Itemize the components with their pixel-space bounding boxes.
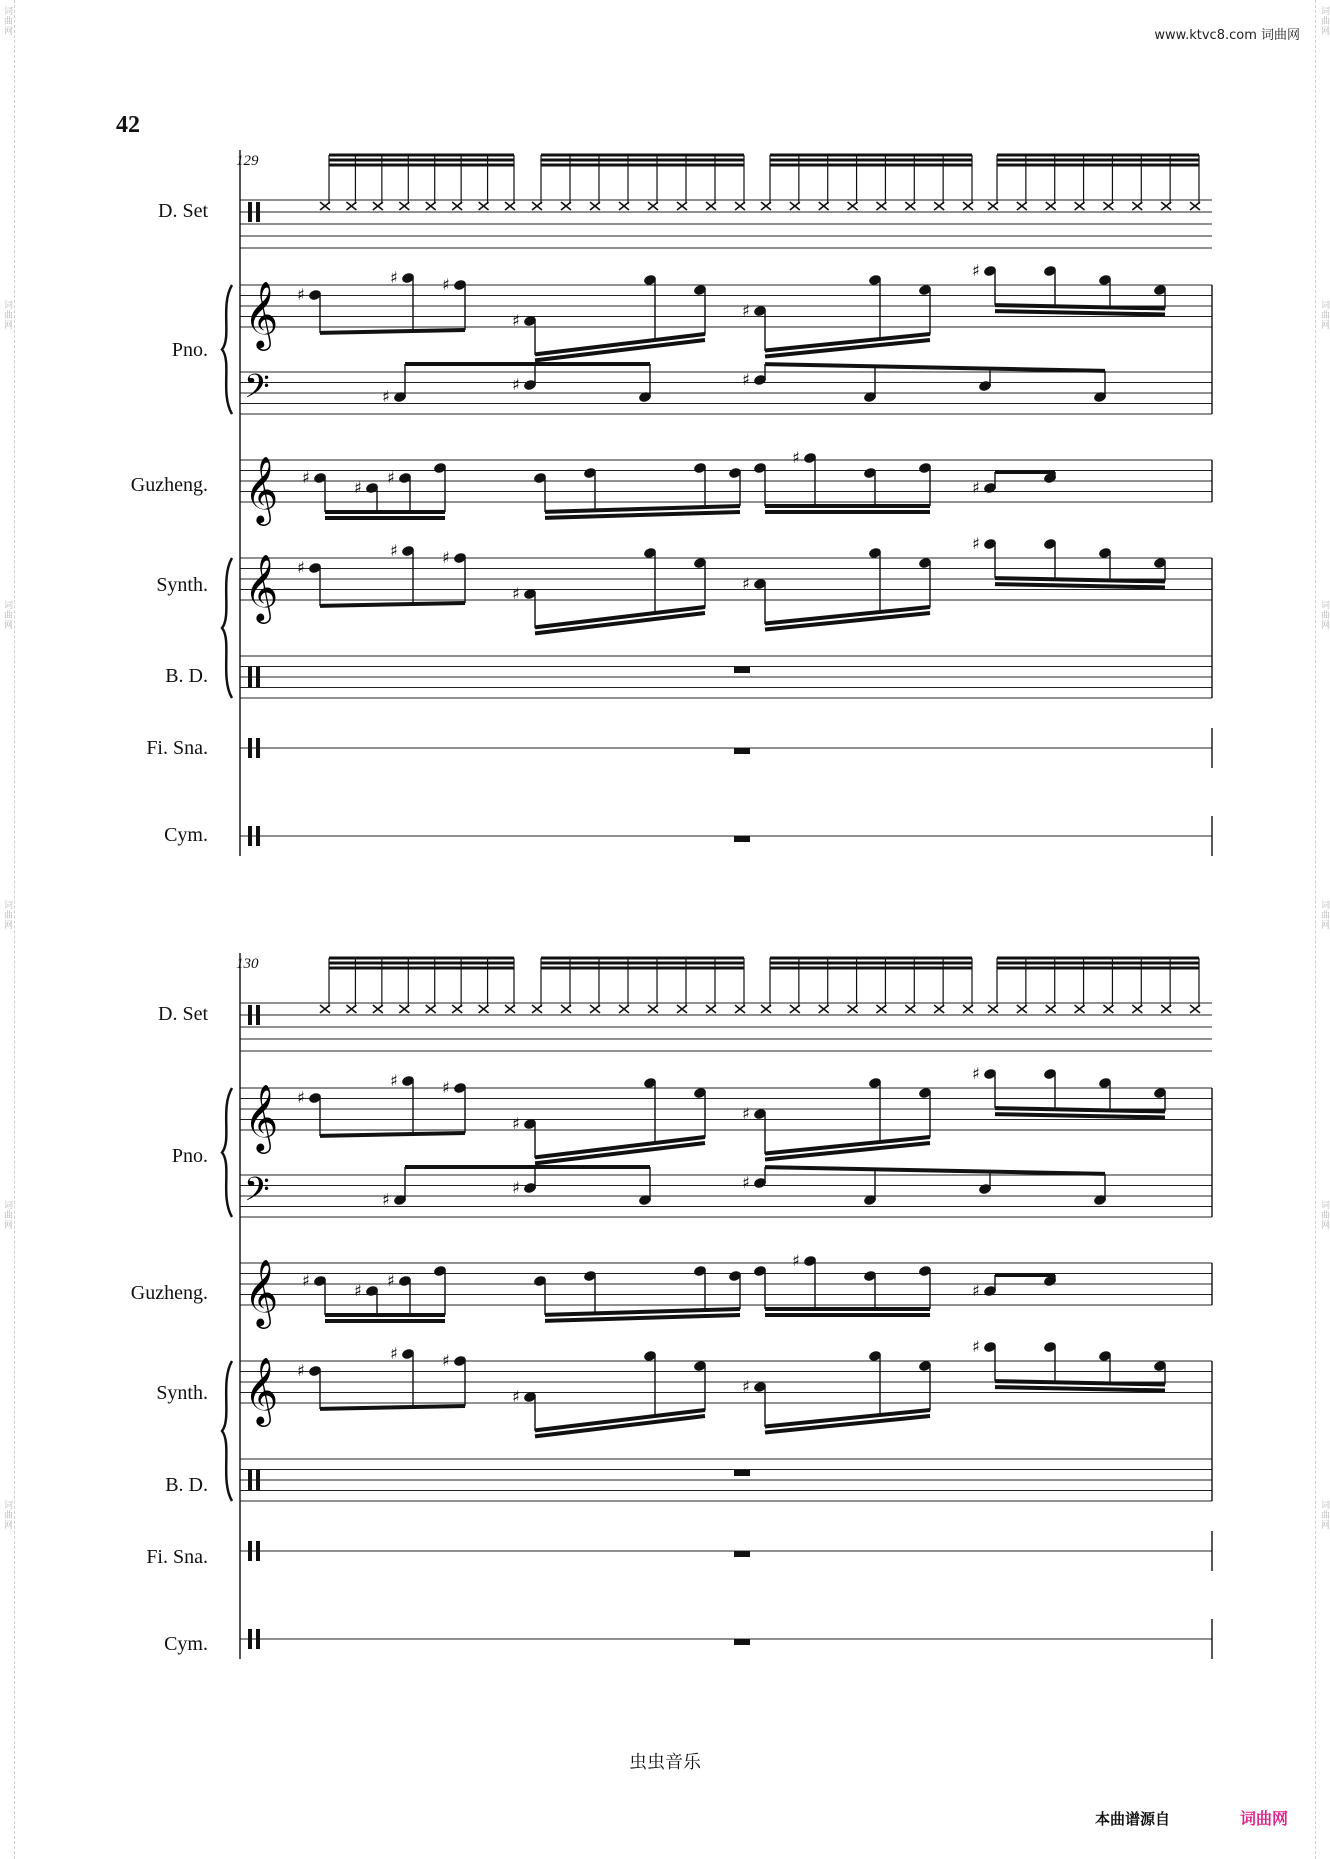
percussion-clef: [256, 1470, 260, 1490]
whole-rest: [734, 1551, 750, 1557]
sharp-accidental: ♯: [354, 1281, 362, 1300]
sharp-accidental: ♯: [972, 1337, 980, 1356]
sharp-accidental: ♯: [742, 1377, 750, 1396]
instrument-label-bass-drum: B. D.: [165, 1474, 208, 1496]
page-number: 42: [116, 112, 140, 138]
sharp-accidental: ♯: [512, 375, 520, 394]
sharp-accidental: ♯: [792, 1251, 800, 1270]
sharp-accidental: ♯: [742, 1173, 750, 1192]
sharp-accidental: ♯: [512, 1114, 520, 1133]
sharp-accidental: ♯: [387, 468, 395, 487]
measure-number-130: 130: [236, 956, 259, 972]
percussion-clef: [256, 826, 260, 846]
sharp-accidental: ♯: [382, 1190, 390, 1209]
sharp-accidental: ♯: [387, 1271, 395, 1290]
left-watermark-text: 词曲网: [2, 6, 12, 36]
percussion-clef: [256, 1541, 260, 1561]
left-watermark-text: 词曲网: [2, 600, 12, 630]
sharp-accidental: ♯: [972, 1064, 980, 1083]
sharp-accidental: ♯: [302, 1271, 310, 1290]
right-watermark-text: 词曲网: [1319, 1500, 1329, 1530]
sharp-accidental: ♯: [742, 574, 750, 593]
sharp-accidental: ♯: [354, 478, 362, 497]
sharp-accidental: ♯: [972, 478, 980, 497]
sharp-accidental: ♯: [512, 1387, 520, 1406]
synth-group-1-beam: [320, 603, 465, 606]
piano-treble-group-1-beam: [320, 1133, 465, 1136]
percussion-clef: [248, 1541, 252, 1561]
instrument-label-piano: Pno.: [171, 339, 208, 361]
whole-rest: [734, 836, 750, 842]
footer-brand: 虫虫音乐: [629, 1752, 701, 1773]
percussion-clef: [248, 1629, 252, 1649]
treble-clef: 𝄞: [244, 1083, 279, 1151]
instrument-label-field-snare: Fi. Sna.: [146, 1546, 208, 1568]
sharp-accidental: ♯: [442, 548, 450, 567]
site-url: www.ktvc8.com 词曲网: [1154, 28, 1300, 43]
percussion-clef: [248, 1470, 252, 1490]
sharp-accidental: ♯: [390, 541, 398, 560]
right-watermark-text: 词曲网: [1319, 600, 1329, 630]
source-note: 本曲谱源自: [1095, 1810, 1171, 1828]
percussion-clef: [256, 202, 260, 222]
treble-clef: 𝄞: [244, 1258, 279, 1326]
instrument-label-drum-set: D. Set: [158, 1003, 208, 1025]
instrument-label-bass-drum: B. D.: [165, 665, 208, 687]
sharp-accidental: ♯: [442, 275, 450, 294]
instrument-label-piano: Pno.: [171, 1145, 208, 1167]
percussion-clef: [248, 202, 252, 222]
percussion-clef: [256, 738, 260, 758]
sharp-accidental: ♯: [390, 268, 398, 287]
sharp-accidental: ♯: [972, 534, 980, 553]
bass-clef: 𝄢: [244, 368, 270, 414]
sharp-accidental: ♯: [792, 448, 800, 467]
bass-clef: 𝄢: [244, 1171, 270, 1217]
treble-clef: 𝄞: [244, 1356, 279, 1424]
staff-brace: [222, 558, 232, 698]
percussion-clef: [248, 1005, 252, 1025]
percussion-clef: [248, 826, 252, 846]
sharp-accidental: ♯: [742, 1104, 750, 1123]
piano-treble-group-1-beam: [320, 330, 465, 333]
sharp-accidental: ♯: [297, 1361, 305, 1380]
whole-rest: [734, 748, 750, 754]
sharp-accidental: ♯: [442, 1351, 450, 1370]
synth-group-4-beam: [995, 584, 1165, 587]
source-site-logo: 词曲网: [1240, 1809, 1289, 1828]
right-watermark-text: 词曲网: [1319, 300, 1329, 330]
sharp-accidental: ♯: [297, 558, 305, 577]
sharp-accidental: ♯: [297, 285, 305, 304]
piano-bass-group-2-beam: [765, 364, 1105, 371]
left-watermark-text: 词曲网: [2, 1500, 12, 1530]
instrument-label-drum-set: D. Set: [158, 200, 208, 222]
instrument-label-guzheng: Guzheng.: [130, 474, 208, 496]
whole-rest: [734, 1639, 750, 1645]
staff-brace: [222, 1361, 232, 1501]
percussion-clef: [256, 1629, 260, 1649]
instrument-label-synth: Synth.: [156, 574, 208, 596]
whole-rest: [734, 1470, 750, 1476]
left-watermark-text: 词曲网: [2, 1200, 12, 1230]
synth-group-1-beam: [320, 1406, 465, 1409]
sharp-accidental: ♯: [972, 1281, 980, 1300]
measure-number-129: 129: [236, 153, 259, 169]
sharp-accidental: ♯: [390, 1071, 398, 1090]
left-watermark-text: 词曲网: [2, 900, 12, 930]
treble-clef: 𝄞: [244, 553, 279, 621]
sharp-accidental: ♯: [972, 261, 980, 280]
sharp-accidental: ♯: [742, 301, 750, 320]
sharp-accidental: ♯: [442, 1078, 450, 1097]
sharp-accidental: ♯: [512, 311, 520, 330]
percussion-clef: [248, 667, 252, 687]
score-systems: [222, 150, 1212, 1659]
right-watermark-text: 词曲网: [1319, 6, 1329, 36]
instrument-label-synth: Synth.: [156, 1382, 208, 1404]
right-watermark-text: 词曲网: [1319, 900, 1329, 930]
synth-group-4-beam: [995, 1387, 1165, 1390]
instrument-label-cymbal: Cym.: [164, 1633, 208, 1655]
sharp-accidental: ♯: [512, 1178, 520, 1197]
piano-treble-group-4-beam: [995, 311, 1165, 314]
sharp-accidental: ♯: [742, 370, 750, 389]
percussion-clef: [256, 1005, 260, 1025]
sharp-accidental: ♯: [302, 468, 310, 487]
piano-bass-group-2-beam: [765, 1167, 1105, 1174]
piano-treble-group-4-beam: [995, 1114, 1165, 1117]
instrument-label-guzheng: Guzheng.: [130, 1282, 208, 1304]
percussion-clef: [256, 667, 260, 687]
treble-clef: 𝄞: [244, 280, 279, 348]
whole-rest: [734, 667, 750, 673]
sharp-accidental: ♯: [382, 387, 390, 406]
staff-brace: [222, 1088, 232, 1217]
staff-brace: [222, 285, 232, 414]
left-watermark-text: 词曲网: [2, 300, 12, 330]
instrument-label-cymbal: Cym.: [164, 824, 208, 846]
sharp-accidental: ♯: [390, 1344, 398, 1363]
sharp-accidental: ♯: [297, 1088, 305, 1107]
percussion-clef: [248, 738, 252, 758]
right-watermark-text: 词曲网: [1319, 1200, 1329, 1230]
sharp-accidental: ♯: [512, 584, 520, 603]
instrument-label-field-snare: Fi. Sna.: [146, 737, 208, 759]
treble-clef: 𝄞: [244, 455, 279, 523]
